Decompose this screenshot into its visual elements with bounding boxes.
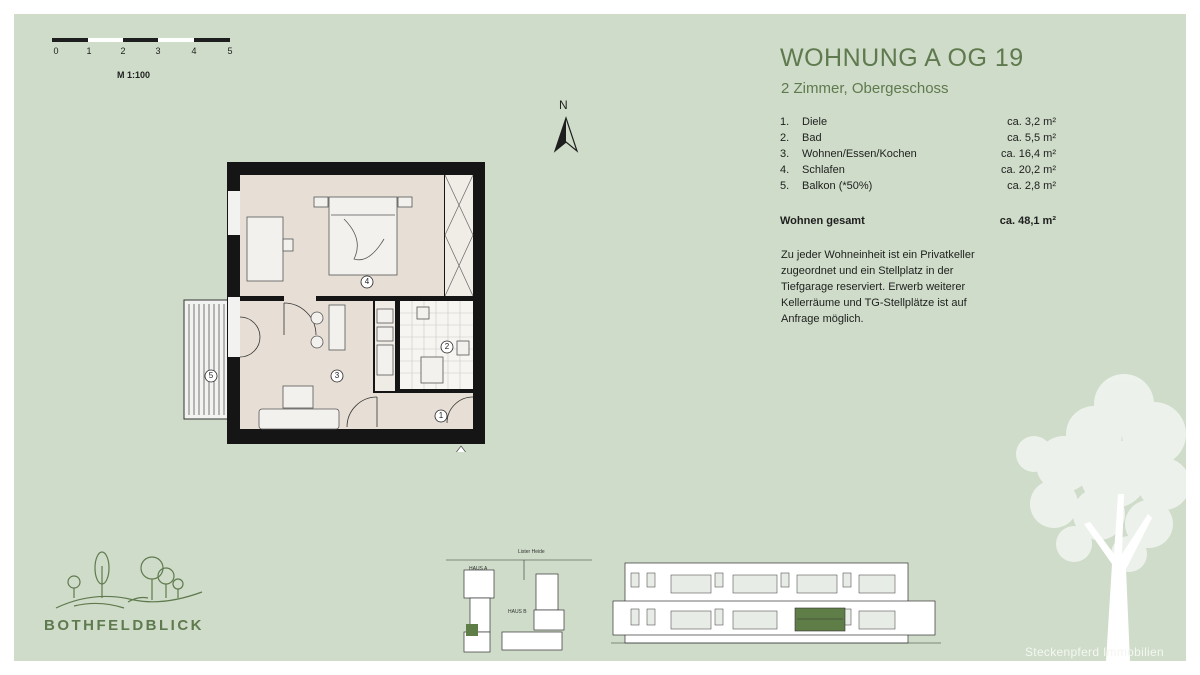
room-marker-3: 3 (334, 371, 340, 380)
scale-tick: 2 (120, 46, 126, 56)
apartment-title: WOHNUNG A OG 19 (780, 44, 1024, 72)
highlight-unit-site (466, 624, 478, 636)
room-row (780, 116, 1056, 132)
facade-elevation (611, 559, 941, 659)
room-marker-2: 2 (444, 342, 450, 351)
brand-name: BOTHFELDBLICK (44, 617, 204, 634)
apartment-subtitle: 2 Zimmer, Obergeschoss (781, 80, 949, 97)
room-number: 1. (780, 116, 790, 128)
room-marker-1: 1 (438, 411, 444, 420)
scale-bar (52, 36, 232, 66)
floor-plan (179, 157, 489, 452)
expose-sheet (14, 14, 1186, 661)
tree-illustration (1014, 364, 1186, 661)
room-number: 4. (780, 164, 790, 176)
scale-tick: 3 (155, 46, 161, 56)
scale-tick: 1 (86, 46, 92, 56)
watermark: Steckenpferd Immobilien (1025, 645, 1164, 659)
room-name: Diele (802, 116, 828, 128)
room-marker-4: 4 (364, 277, 370, 286)
room-name: Wohnen/Essen/Kochen (802, 148, 917, 160)
north-arrow-icon (553, 116, 579, 154)
room-area: ca. 16,4 m² (1000, 148, 1056, 160)
room-name: Bad (802, 132, 822, 144)
room-row (780, 132, 1056, 148)
site-house-b-label: HAUS B (508, 609, 527, 615)
brand-logo-icon (54, 546, 204, 614)
highlight-unit-facade (795, 608, 845, 631)
room-row (780, 164, 1056, 180)
site-house-a-label: HAUS A (469, 566, 488, 572)
site-street-label: Lister Heide (518, 549, 545, 555)
scale-tick: 4 (191, 46, 197, 56)
scale-tick: 0 (53, 46, 59, 56)
scale-tick: 5 (227, 46, 233, 56)
room-number: 2. (780, 132, 790, 144)
room-number: 3. (780, 148, 790, 160)
room-area: ca. 20,2 m² (1000, 164, 1056, 176)
north-label: N (559, 98, 568, 112)
total-label: Wohnen gesamt (780, 215, 865, 227)
info-text: Zu jeder Wohneinheit ist ein Privatkeller zugeordnet und ein Stellplatz in der Tiefgarage reserviert. Erwerb weiterer Kellerräume und TG-Stellplätze ist auf Anfrage möglich. (781, 249, 975, 325)
scale-label: M 1:100 (117, 70, 151, 80)
room-row (780, 148, 1056, 164)
room-name: Balkon (*50%) (802, 180, 873, 192)
room-marker-5: 5 (208, 371, 214, 380)
total-area: ca. 48,1 m² (999, 215, 1056, 227)
entrance-marker (455, 446, 467, 452)
room-number: 5. (780, 180, 790, 192)
room-area: ca. 3,2 m² (1007, 116, 1056, 128)
room-area: ca. 5,5 m² (1007, 132, 1056, 144)
total-row (780, 215, 1056, 227)
room-row (780, 180, 1056, 196)
room-diele (347, 393, 473, 429)
scale-bar-graphic (52, 36, 232, 46)
room-name: Schlafen (802, 164, 845, 176)
wardrobe (445, 175, 473, 296)
room-area: ca. 2,8 m² (1007, 180, 1056, 192)
